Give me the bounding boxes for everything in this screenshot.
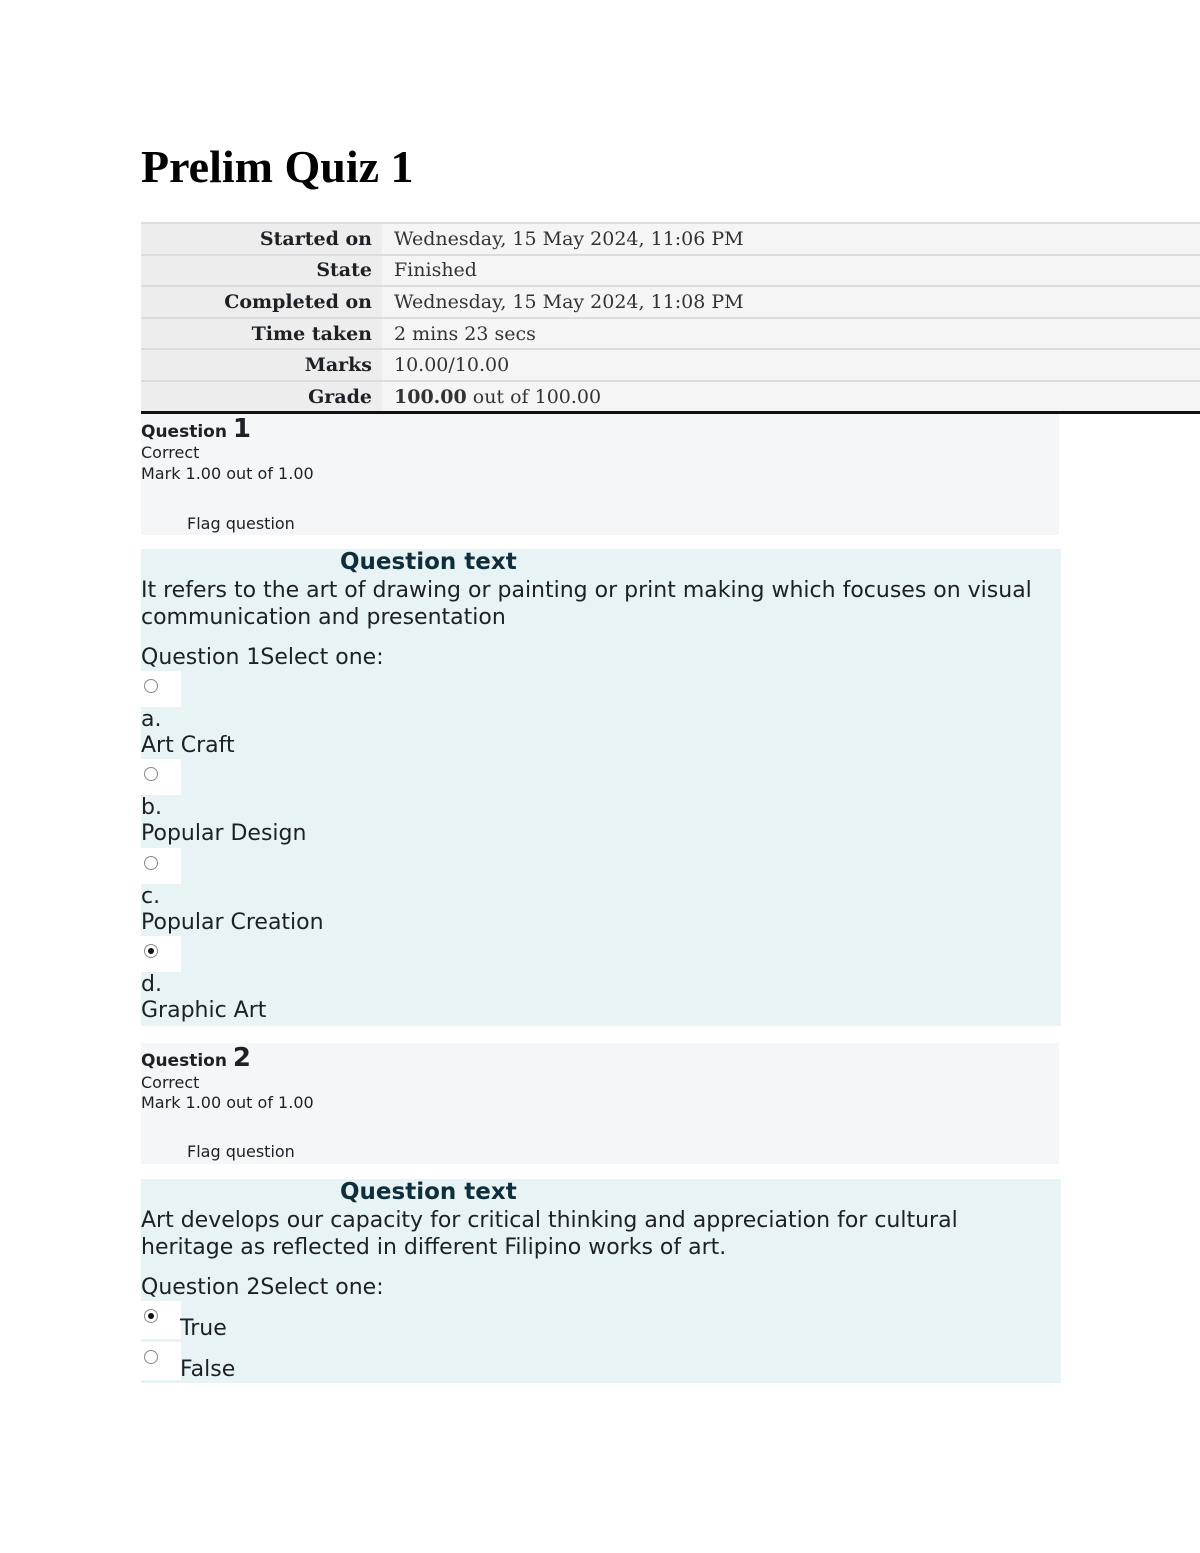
attempt-summary-table [141, 222, 1200, 414]
summary-value: 10.00/10.00 [382, 349, 1200, 381]
radio-circle [144, 767, 158, 781]
summary-row [141, 318, 1200, 350]
question-number-value: 2 [232, 1043, 251, 1073]
question-grade: Mark 1.00 out of 1.00 [141, 1093, 314, 1112]
summary-row [141, 381, 1200, 413]
flag-question-link[interactable]: Flag question [187, 514, 295, 533]
option-text: False [180, 1357, 236, 1382]
summary-row [141, 286, 1200, 318]
option-text: Graphic Art [141, 998, 267, 1023]
question-text: Art develops our capacity for critical thinking and appreciation for cultural heritage as reflected in different Filipino works of art. [141, 1208, 958, 1260]
option-letter: a. [141, 707, 162, 732]
summary-value: Wednesday, 15 May 2024, 11:08 PM [382, 286, 1200, 318]
radio-circle-selected [144, 944, 158, 958]
option-text: Art Craft [141, 733, 235, 758]
option-letter: d. [141, 972, 162, 997]
answer-radio-c[interactable] [141, 848, 181, 884]
answer-radio-d[interactable] [141, 936, 181, 972]
question-number-value: 1 [232, 414, 251, 444]
option-text: True [180, 1316, 227, 1341]
summary-row [141, 349, 1200, 381]
page-title: Prelim Quiz 1 [141, 141, 414, 192]
question-state: Correct [141, 443, 200, 462]
radio-circle [144, 856, 158, 870]
question-text-heading: Question text [340, 549, 517, 575]
question-text: It refers to the art of drawing or painting or print making which focuses on visual communication and presentation [141, 578, 1032, 630]
summary-label: Completed on [141, 286, 382, 318]
question-grade: Mark 1.00 out of 1.00 [141, 464, 314, 483]
question-info [141, 414, 1059, 535]
radio-circle [144, 679, 158, 693]
grade-value: 100.00 [394, 385, 467, 408]
flag-question-link[interactable]: Flag question [187, 1142, 295, 1161]
summary-value: Wednesday, 15 May 2024, 11:06 PM [382, 223, 1200, 255]
grade-out-of: out of 100.00 [466, 385, 602, 408]
question-number [141, 414, 251, 444]
summary-value: 2 mins 23 secs [382, 318, 1200, 350]
summary-value [382, 381, 1200, 413]
question-info [141, 1043, 1059, 1164]
question-label: Question [141, 1051, 227, 1071]
summary-label: Time taken [141, 318, 382, 350]
option-letter: b. [141, 795, 162, 820]
radio-circle-selected [144, 1309, 158, 1323]
answer-prompt: Question 2Select one: [141, 1275, 384, 1300]
radio-circle [144, 1350, 158, 1364]
answer-prompt: Question 1Select one: [141, 645, 384, 670]
option-text: Popular Creation [141, 910, 324, 935]
summary-value: Finished [382, 255, 1200, 287]
summary-row [141, 255, 1200, 287]
answer-radio-false[interactable] [141, 1342, 181, 1380]
question-label: Question [141, 422, 227, 442]
question-state: Correct [141, 1073, 200, 1092]
question-content [141, 549, 1061, 1026]
question-content [141, 1179, 1061, 1383]
summary-label: Grade [141, 381, 382, 413]
question-text-heading: Question text [340, 1179, 517, 1205]
option-letter: c. [141, 884, 161, 909]
summary-label: Marks [141, 349, 382, 381]
question-number [141, 1043, 251, 1073]
summary-label: State [141, 255, 382, 287]
answer-radio-a[interactable] [141, 671, 181, 707]
answer-radio-b[interactable] [141, 759, 181, 795]
answer-radio-true[interactable] [141, 1301, 181, 1339]
summary-row [141, 223, 1200, 255]
summary-label: Started on [141, 223, 382, 255]
option-text: Popular Design [141, 821, 307, 846]
